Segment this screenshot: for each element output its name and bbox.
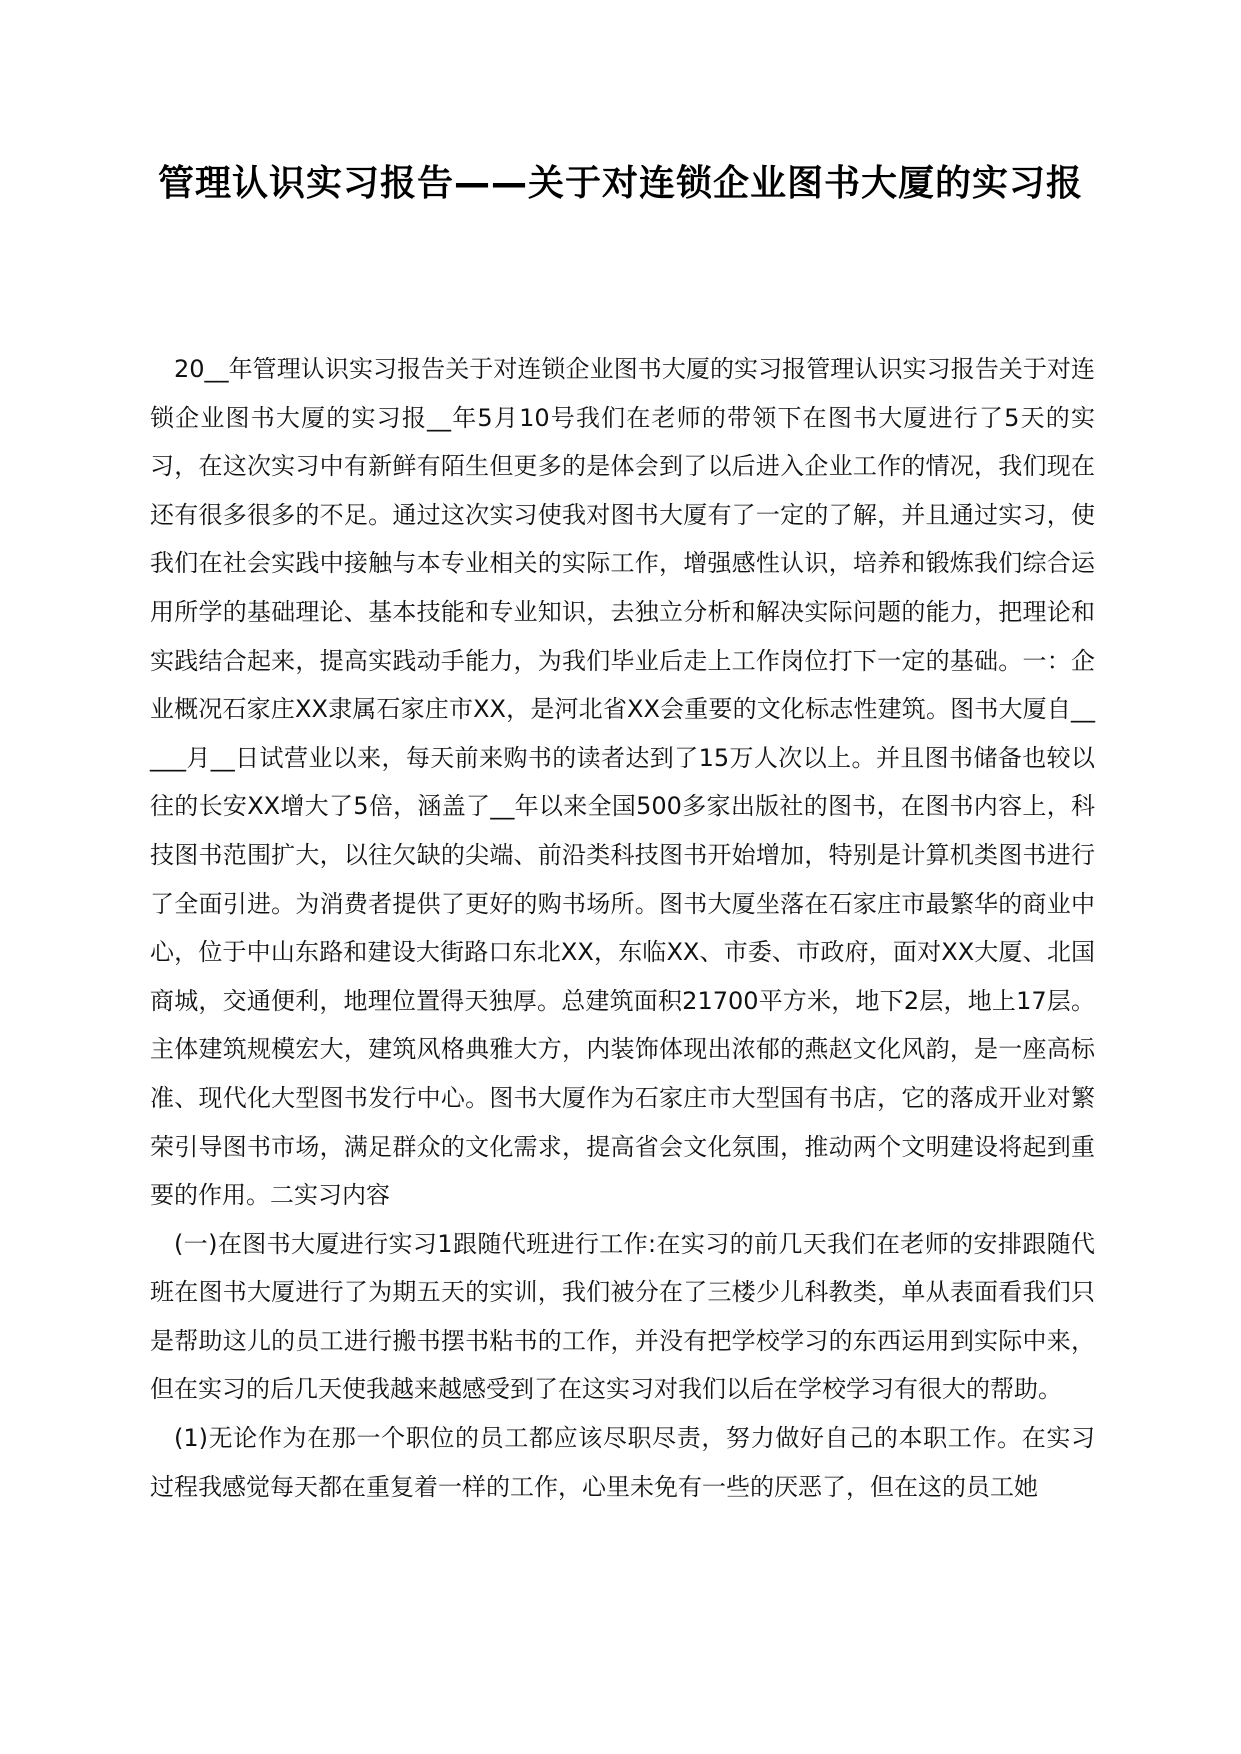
document-body xyxy=(150,345,1095,1511)
document-title: 管理认识实习报告——关于对连锁企业图书大厦的实习报 xyxy=(157,163,1083,204)
paragraph-section-one: (一)在图书大厦进行实习1跟随代班进行工作:在实习的前几天我们在老师的安排跟随代班在图书大厦进行了为期五天的实训，我们被分在了三楼少儿科教类，单从表面看我们只是帮助这儿的员工进行搬书摆书粘书的工作，并没有把学校学习的东西运用到实际中来，但在实习的后几天使我越来越感受到了在这实习对我们以后在学校学习有很大的帮助。 xyxy=(150,1229,1095,1404)
paragraph-intro: 20__年管理认识实习报告关于对连锁企业图书大厦的实习报管理认识实习报告关于对连锁企业图书大厦的实习报__年5月10号我们在老师的带领下在图书大厦进行了5天的实习，在这次实习中有新鲜有陌生但更多的是体会到了以后进入企业工作的情况，我们现在还有很多很多的不足。通过这次实习使我对图书大厦有了一定的了解，并且通过实习，使我们在社会实践中接触与本专业相关的实际工作，增强感性认识，培养和锻炼我们综合运用所学的基础理论、基本技能和专业知识，去独立分析和解决实际问题的能力，把理论和实践结合起来，提高实践动手能力，为我们毕业后走上工作岗位打下一定的基础。一：企业概况石家庄XX隶属石家庄市XX，是河北省XX会重要的文化标志性建筑。图书大厦自_____月__日试营业以来，每天前来购书的读者达到了15万人次以上。并且图书储备也较以往的长安XX增大了5倍，涵盖了__年以来全国500多家出版社的图书，在图书内容上，科技图书范围扩大，以往欠缺的尖端、前沿类科技图书开始增加，特别是计算机类图书进行了全面引进。为消费者提供了更好的购书场所。图书大厦坐落在石家庄市最繁华的商业中心，位于中山东路和建设大街路口东北XX，东临XX、市委、市政府，面对XX大厦、北国商城，交通便利，地理位置得天独厚。总建筑面积21700平方米，地下2层，地上17层。主体建筑规模宏大，建筑风格典雅大方，内装饰体现出浓郁的燕赵文化风韵，是一座高标准、现代化大型图书发行中心。图书大厦作为石家庄市大型国有书店，它的落成开业对繁荣引导图书市场，满足群众的文化需求，提高省会文化氛围，推动两个文明建设将起到重要的作用。二实习内容 xyxy=(150,355,1095,1210)
paragraph-point-one: (1)无论作为在那一个职位的员工都应该尽职尽责，努力做好自己的本职工作。在实习过程我感觉每天都在重复着一样的工作，心里未免有一些的厌恶了，但在这的员工她 xyxy=(150,1424,1095,1501)
